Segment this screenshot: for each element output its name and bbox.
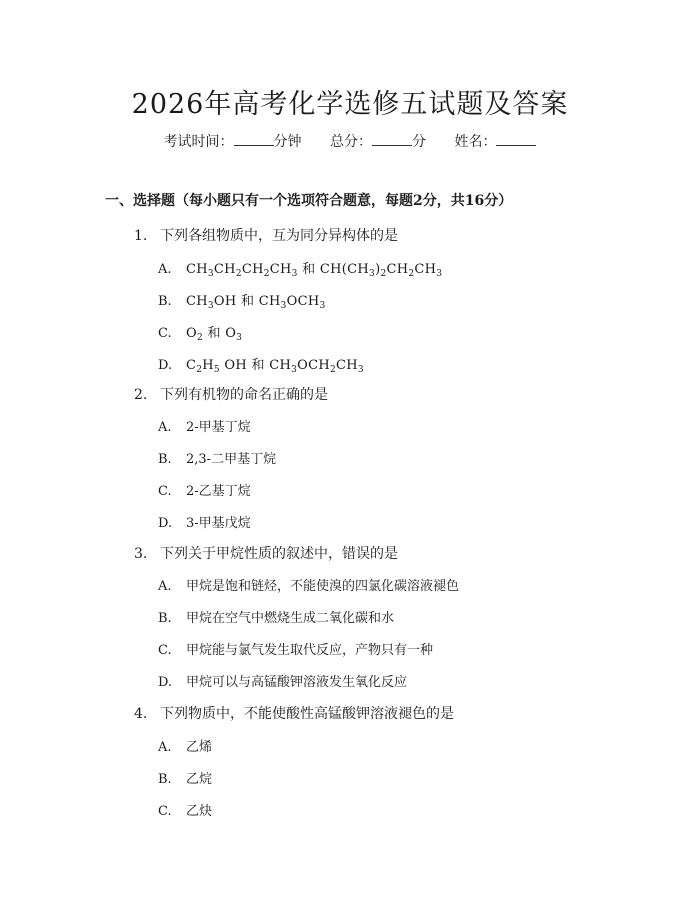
option-text: $CH_3OH$ 和 $CH_3OCH_3$ [186, 294, 326, 311]
question-1 [134, 225, 398, 245]
exam-time-blank[interactable] [234, 133, 274, 146]
option-text: 甲烷在空气中燃烧生成二氧化碳和水 [186, 611, 395, 626]
option-2d [158, 512, 251, 531]
option-text: 甲烷可以与高锰酸钾溶液发生氧化反应 [186, 675, 408, 690]
question-stem: 下列物质中，不能使酸性高锰酸钾溶液褪色的是 [160, 706, 454, 722]
student-name-label: 姓名： [454, 134, 497, 150]
option-text: $C_2H_5$ OH 和 $CH_3OCH_2CH_3$ [186, 358, 364, 375]
question-number: 2. [134, 387, 148, 403]
option-letter: B. [158, 772, 172, 787]
student-name-field [454, 131, 536, 151]
option-text: 2-乙基丁烷 [186, 484, 251, 499]
option-1a [158, 258, 442, 277]
option-3c [158, 639, 433, 658]
option-3a [158, 575, 459, 594]
option-letter: C. [158, 804, 172, 819]
exam-info-line [0, 131, 700, 151]
option-1d [158, 354, 364, 373]
question-stem: 下列有机物的命名正确的是 [160, 387, 328, 403]
option-1b [158, 290, 326, 309]
option-letter: D. [158, 516, 173, 531]
option-4a [158, 736, 212, 755]
option-2c [158, 480, 251, 499]
question-number: 1. [134, 228, 148, 244]
option-letter: A. [158, 420, 172, 435]
question-stem: 下列关于甲烷性质的叙述中，错误的是 [160, 546, 398, 562]
option-letter: C. [158, 484, 172, 499]
option-3d [158, 671, 407, 690]
option-4b [158, 768, 212, 787]
exam-time-unit: 分钟 [273, 134, 302, 150]
option-text: 甲烷能与氯气发生取代反应，产物只有一种 [186, 643, 434, 658]
option-text: 乙烷 [186, 772, 213, 787]
question-stem: 下列各组物质中，互为同分异构体的是 [160, 228, 398, 244]
total-score-blank[interactable] [372, 133, 412, 146]
question-4 [134, 703, 454, 723]
option-2a [158, 416, 251, 435]
option-text: 乙炔 [186, 804, 213, 819]
total-score-field [330, 131, 426, 151]
option-text: 3-甲基戊烷 [186, 516, 251, 531]
option-text: $CH_3CH_2CH_2CH_3$ 和 $CH(CH_3)_2CH_2CH_3$ [186, 262, 443, 279]
option-text: $O_2$ 和 $O_3$ [186, 326, 243, 343]
option-letter: C. [158, 643, 172, 658]
option-text: 乙烯 [186, 740, 213, 755]
option-letter: D. [158, 675, 173, 690]
total-score-unit: 分 [412, 134, 426, 150]
option-text: 2-甲基丁烷 [186, 420, 251, 435]
total-score-label: 总分： [330, 134, 372, 150]
option-3b [158, 607, 394, 626]
question-number: 4. [134, 706, 148, 722]
question-3 [134, 543, 398, 563]
option-letter: B. [158, 611, 172, 626]
exam-time-label: 考试时间： [163, 134, 234, 150]
option-letter: A. [158, 262, 172, 277]
option-2b [158, 448, 276, 467]
section-heading: 一、选择题（每小题只有一个选项符合题意，每题2分，共16分） [105, 193, 513, 209]
option-letter: A. [158, 579, 172, 594]
option-text: 2,3-二甲基丁烷 [186, 452, 277, 467]
exam-time-field [164, 131, 302, 151]
option-letter: C. [158, 326, 172, 341]
exam-title: 2026年高考化学选修五试题及答案 [131, 89, 569, 120]
option-1c [158, 322, 242, 341]
option-4c [158, 800, 212, 819]
question-2 [134, 384, 328, 404]
question-number: 3. [134, 546, 148, 562]
student-name-blank[interactable] [496, 133, 536, 146]
option-letter: B. [158, 452, 172, 467]
option-letter: A. [158, 740, 172, 755]
option-letter: B. [158, 294, 172, 309]
option-text: 甲烷是饱和链烃，不能使溴的四氯化碳溶液褪色 [186, 579, 460, 594]
option-letter: D. [158, 358, 173, 373]
